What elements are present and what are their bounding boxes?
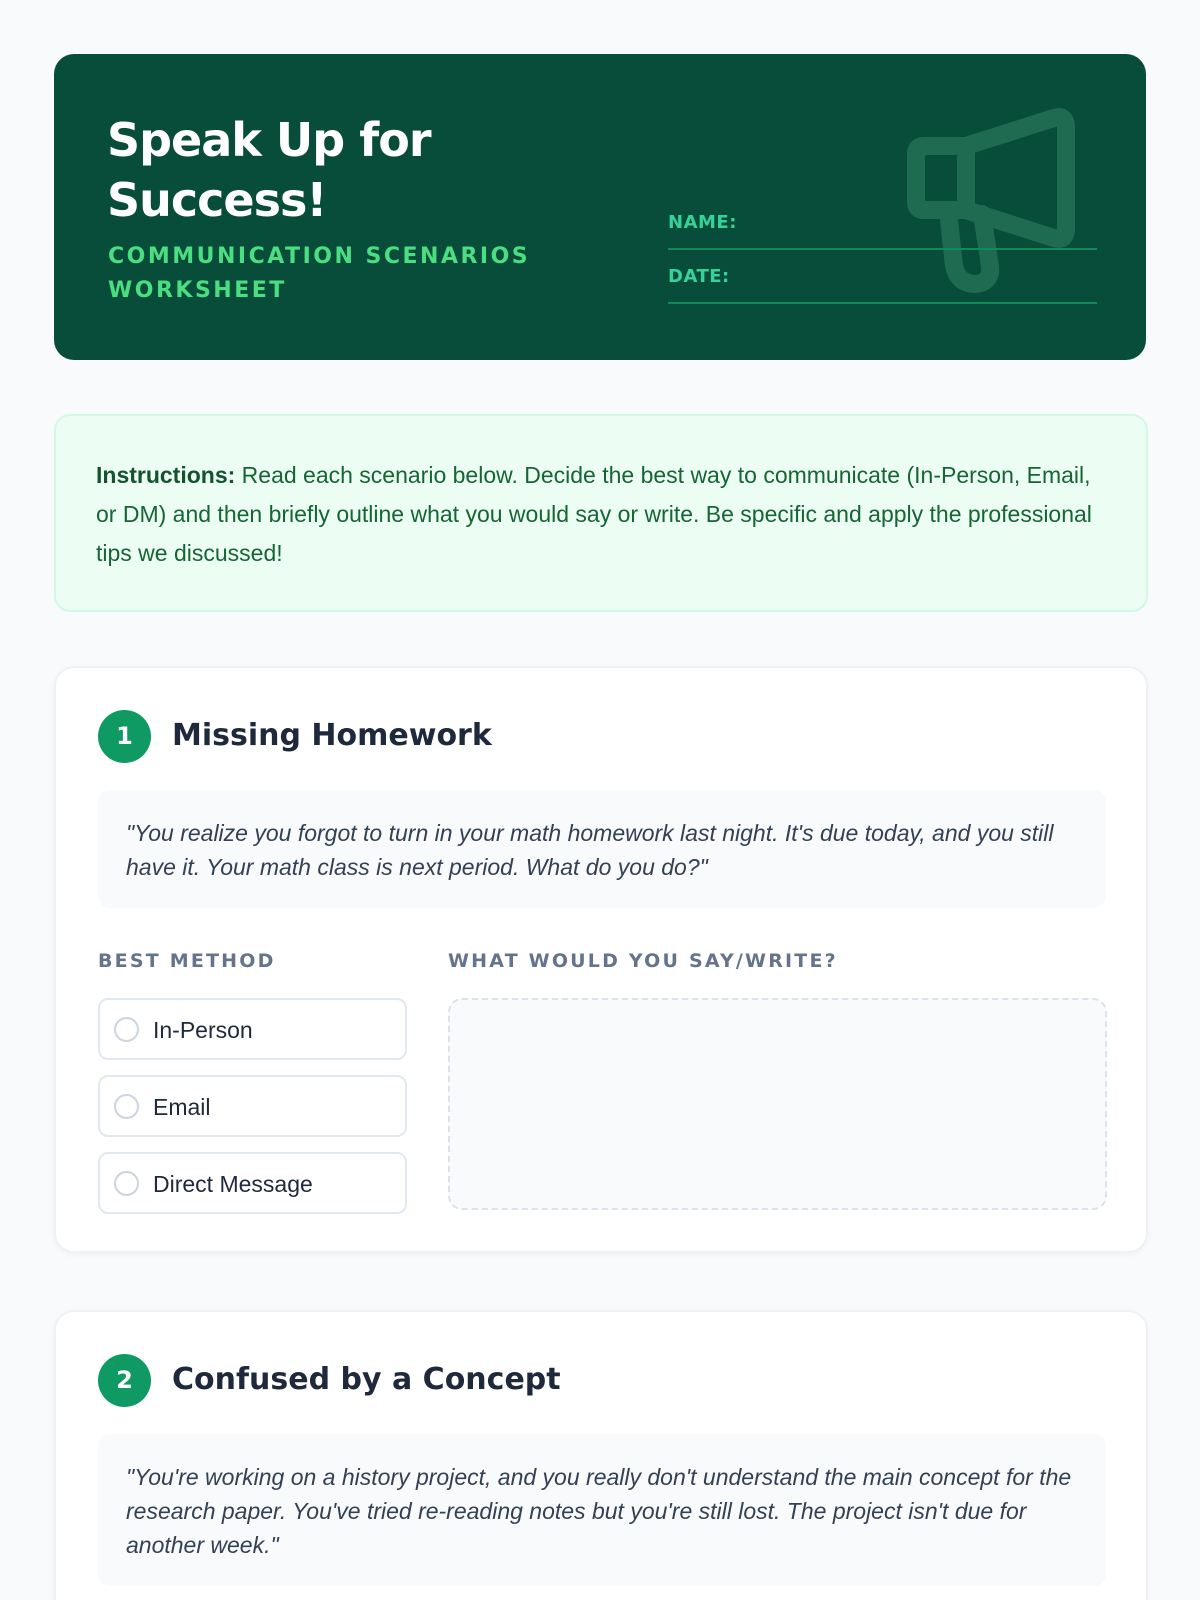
radio-button[interactable] xyxy=(114,1094,139,1119)
date-field-label: DATE: xyxy=(668,266,730,287)
method-option-in-person[interactable] xyxy=(98,998,407,1060)
what-would-you-say-label: WHAT WOULD YOU SAY/WRITE? xyxy=(448,950,838,972)
best-method-label: BEST METHOD xyxy=(98,950,276,972)
method-option-label: Direct Message xyxy=(153,1171,313,1197)
method-option-direct-message[interactable] xyxy=(98,1152,407,1214)
radio-button[interactable] xyxy=(114,1171,139,1196)
worksheet-header xyxy=(54,54,1146,360)
instructions-text: Read each scenario below. Decide the best way to communicate (In-Person, Email, or DM) and then briefly outline what you would say or write. Be specific and apply the professional tips we discussed! xyxy=(96,462,1092,566)
method-option-label: In-Person xyxy=(153,1017,253,1043)
method-option-label: Email xyxy=(153,1094,211,1120)
worksheet-title: Speak Up for Success! xyxy=(107,113,431,227)
scenario-card xyxy=(54,1310,1148,1600)
scenario-quote: "You realize you forgot to turn in your math homework last night. It's due today, and you still have it. Your math class is next period. What do you do?" xyxy=(98,790,1106,908)
name-field[interactable] xyxy=(668,212,1097,250)
date-field[interactable] xyxy=(668,266,1097,304)
radio-button[interactable] xyxy=(114,1017,139,1042)
scenario-card xyxy=(54,666,1148,1253)
instructions-box xyxy=(54,414,1148,612)
scenario-quote: "You're working on a history project, and you really don't understand the main concept for the research paper. You've tried re-reading notes but you're still lost. The project isn't due for another week." xyxy=(98,1434,1106,1586)
method-option-email[interactable] xyxy=(98,1075,407,1137)
worksheet-subtitle: COMMUNICATION SCENARIOS WORKSHEET xyxy=(108,244,531,303)
scenario-title: Missing Homework xyxy=(172,718,492,753)
scenario-number-badge: 1 xyxy=(98,710,151,763)
scenario-number-badge: 2 xyxy=(98,1354,151,1407)
name-field-label: NAME: xyxy=(668,212,737,233)
instructions-lead: Instructions: xyxy=(96,462,236,488)
scenario-title: Confused by a Concept xyxy=(172,1362,561,1397)
response-textarea[interactable] xyxy=(448,998,1107,1210)
